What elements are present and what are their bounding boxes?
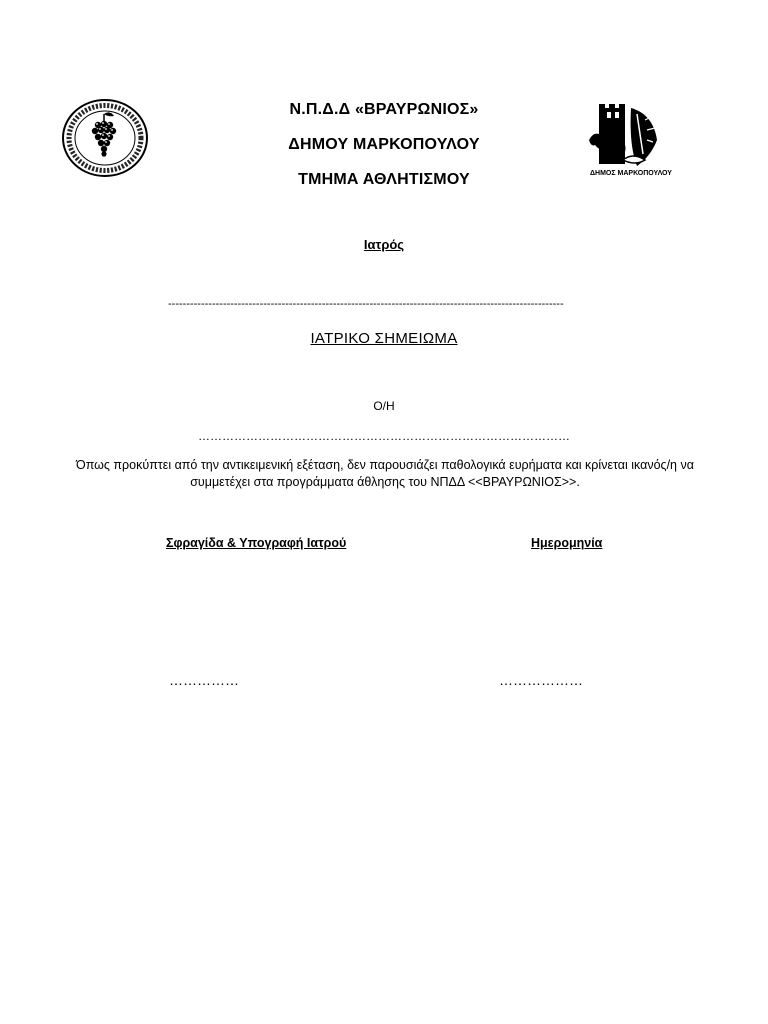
document-title: ΙΑΤΡΙΚΟ ΣΗΜΕΙΩΜΑ <box>310 330 458 347</box>
department-name: ΤΜΗΜΑ ΑΘΛΗΤΙΣΜΟΥ <box>298 171 470 188</box>
date-label: Ημερομηνία <box>531 536 603 550</box>
recipient-label: Ο/Η <box>373 399 395 413</box>
separator-line: ------------------------------------------------------------------------------------------------------------ <box>168 298 564 310</box>
signature-field[interactable]: …………… <box>169 672 239 688</box>
logo-caption: ΔΗΜΟΣ ΜΑΡΚΟΠΟΥΛΟΥ <box>590 170 672 177</box>
medical-statement: Όπως προκύπτει από την αντικειμενική εξέταση, δεν παρουσιάζει παθολογικά ευρήματα και κρίνεται ικανός/η να συμμετέχει στα προγράμματα άθλησης του ΝΠΔΔ <<ΒΡΑΥΡΩΝΙΟΣ>>. <box>76 458 694 489</box>
municipality-logo <box>585 100 677 186</box>
recipient-name-field[interactable]: ………………………………………………………………………………… <box>198 429 570 443</box>
date-field[interactable]: ……………… <box>499 672 583 688</box>
tower-horse-leaf-icon <box>585 100 677 170</box>
signature-label: Σφραγίδα & Υπογραφή Ιατρού <box>166 536 347 550</box>
doctor-label: Ιατρός <box>363 237 405 252</box>
municipality-name: ΔΗΜΟΥ ΜΑΡΚΟΠΟΥΛΟΥ <box>288 136 480 153</box>
org-name: Ν.Π.Δ.Δ «ΒΡΑΥΡΩΝΙΟΣ» <box>289 101 479 118</box>
